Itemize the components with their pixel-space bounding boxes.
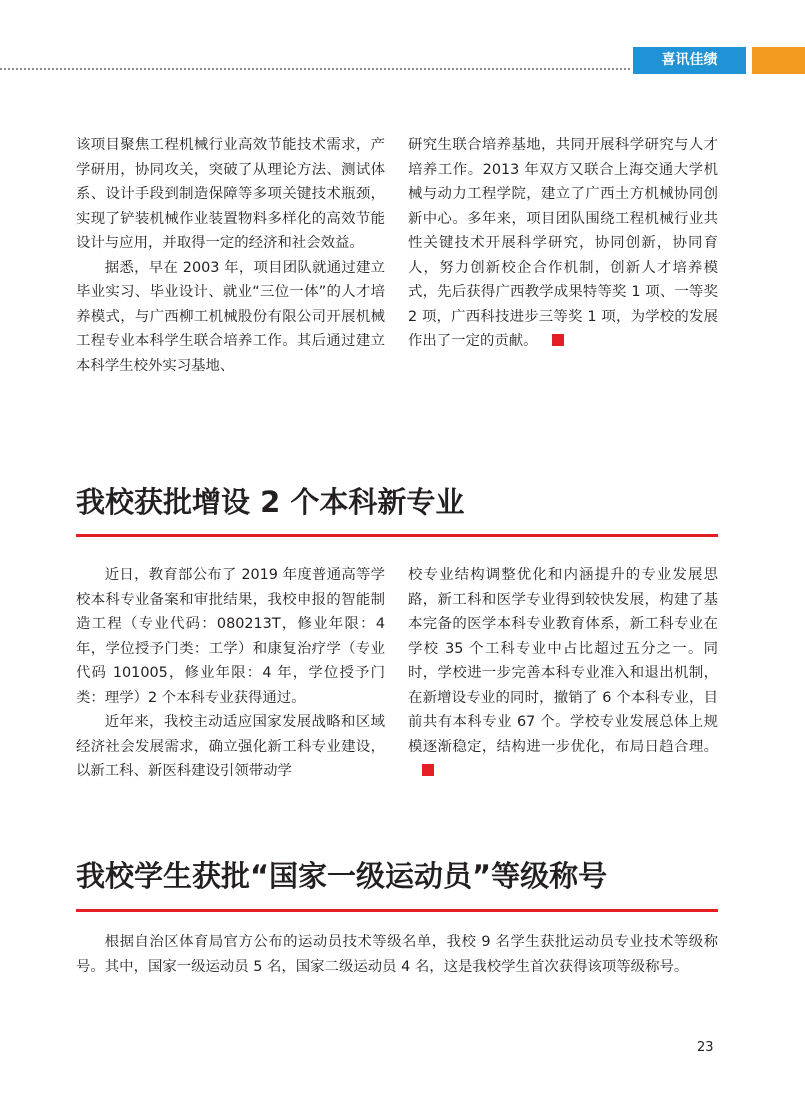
article1-right-paragraph-1 xyxy=(408,133,718,354)
article2-title-rule xyxy=(76,534,718,537)
article2-left-paragraph-2: 近年来，我校主动适应国家发展战略和区域经济社会发展需求，确立强化新工科专业建设，以新工科、新医科建设引领带动学 xyxy=(76,714,385,779)
article2-right-column xyxy=(408,563,718,784)
end-of-article-mark xyxy=(552,334,564,346)
section-tag: 喜讯佳绩 xyxy=(633,47,746,74)
article3-body-column xyxy=(76,930,718,979)
article1-left-column xyxy=(76,133,385,378)
article2-title: 我校获批增设 2 个本科新专业 xyxy=(76,485,465,519)
article2-left-column xyxy=(76,563,385,784)
article1-right-column xyxy=(408,133,718,354)
article3-body-paragraph: 根据自治区体育局官方公布的运动员技术等级名单，我校 9 名学生获批运动员专业技术等级称号。其中，国家一级运动员 5 名，国家二级运动员 4 名，这是我校学生首次获得该项等级称号。 xyxy=(76,934,718,975)
page-number: 23 xyxy=(697,1040,714,1055)
article2-left-paragraph-1: 近日，教育部公布了 2019 年度普通高等学校本科专业备案和审批结果，我校申报的智能制造工程（专业代码：080213T，修业年限：4 年，学位授予门类：工学）和康复治疗学（专业代码 101005，修业年限：4 年，学位授予门类：理学）2 个本科专业获得通过。 xyxy=(76,567,385,706)
article2-right-text: 校专业结构调整优化和内涵提升的专业发展思路，新工科和医学专业得到较快发展，构建了基本完备的医学本科专业教育体系，新工科专业在学校 35 个工科专业中占比超过五分之一。同时，学校进一步完善本科专业准入和退出机制，在新增设专业的同时，撤销了 6 个本科专业，目前共有本科专业 67 个。学校专业发展总体上规模逐渐稳定，结构进一步优化，布局日趋合理。 xyxy=(408,567,718,755)
article1-left-paragraph-2: 据悉，早在 2003 年，项目团队就通过建立毕业实习、毕业设计、就业“三位一体”的人才培养模式，与广西柳工机械股份有限公司开展机械工程专业本科学生联合培养工作。其后通过建立本科学生校外实习基地、 xyxy=(76,259,385,374)
article1-right-text: 研究生联合培养基地，共同开展科学研究与人才培养工作。2013 年双方又联合上海交通大学机械与动力工程学院，建立了广西土方机械协同创新中心。多年来，项目团队围绕工程机械行业共性关键技术开展科学研究，协同创新，协同育人，努力创新校企合作机制，创新人才培养模式，先后获得广西教学成果特等奖 1 项、一等奖 2 项，广西科技进步三等奖 1 项，为学校的发展作出了一定的贡献。 xyxy=(408,137,718,349)
end-of-article-mark xyxy=(422,764,434,776)
article3-title-rule xyxy=(76,909,718,912)
header-accent-block xyxy=(752,47,805,74)
header-dotted-line xyxy=(0,68,630,70)
article2-right-paragraph-1 xyxy=(408,563,718,784)
article3-title: 我校学生获批“国家一级运动员”等级称号 xyxy=(76,859,608,893)
article1-left-paragraph-1: 该项目聚焦工程机械行业高效节能技术需求，产学研用，协同攻关，突破了从理论方法、测试体系、设计手段到制造保障等多项关键技术瓶颈，实现了铲装机械作业装置物料多样化的高效节能设计与应用，并取得一定的经济和社会效益。 xyxy=(76,137,385,251)
